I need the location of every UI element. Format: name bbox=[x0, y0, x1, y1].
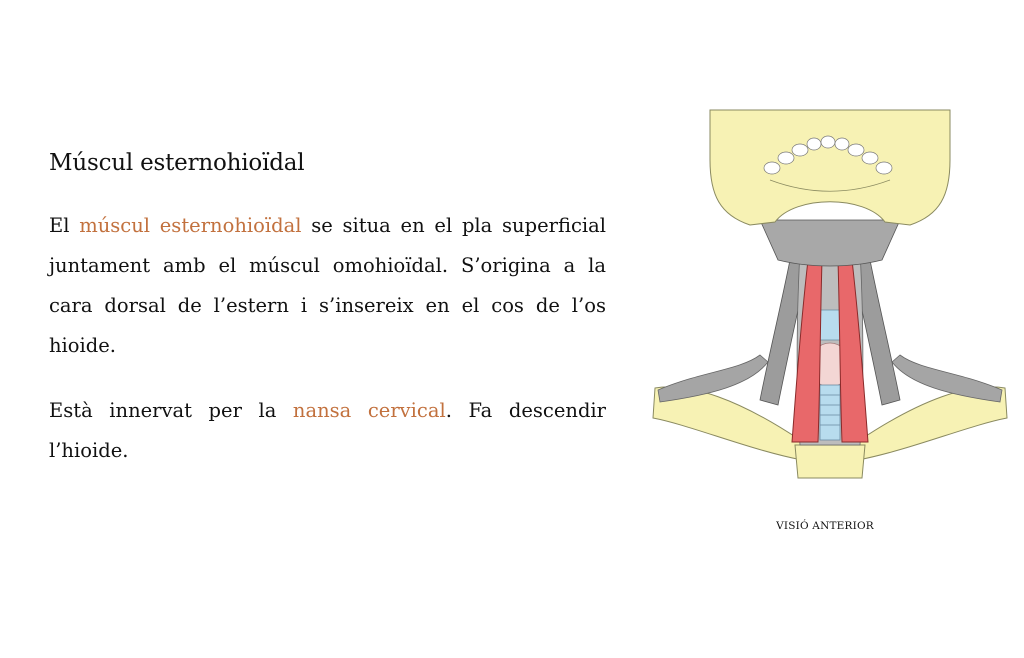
figure-caption: VISIÓ ANTERIOR bbox=[776, 520, 874, 532]
paragraph-innervation bbox=[49, 391, 606, 471]
mandible bbox=[710, 110, 950, 225]
paragraph-text: se situa en el pla superficial juntament amb el múscul omohioïdal. S’origina a la cara dorsal de l’estern i s’insereix en el cos de l’os hioide. bbox=[49, 214, 606, 357]
link-nansa-cervical[interactable]: nansa cervical bbox=[292, 399, 446, 422]
article bbox=[49, 150, 606, 496]
paragraph-text: . Fa descendir l’hioide. bbox=[49, 399, 606, 462]
link-muscle-name[interactable]: múscul esternohioïdal bbox=[79, 214, 302, 237]
paragraph-text: El bbox=[49, 214, 80, 237]
paragraph-origin bbox=[49, 206, 606, 366]
trachea bbox=[820, 385, 840, 440]
sternum bbox=[795, 445, 865, 478]
paragraph-text: Està innervat per la bbox=[49, 399, 293, 422]
neck-anatomy-illustration bbox=[650, 100, 1010, 480]
page-title: Múscul esternohioïdal bbox=[49, 150, 305, 176]
suprahyoid-muscles bbox=[760, 220, 900, 266]
